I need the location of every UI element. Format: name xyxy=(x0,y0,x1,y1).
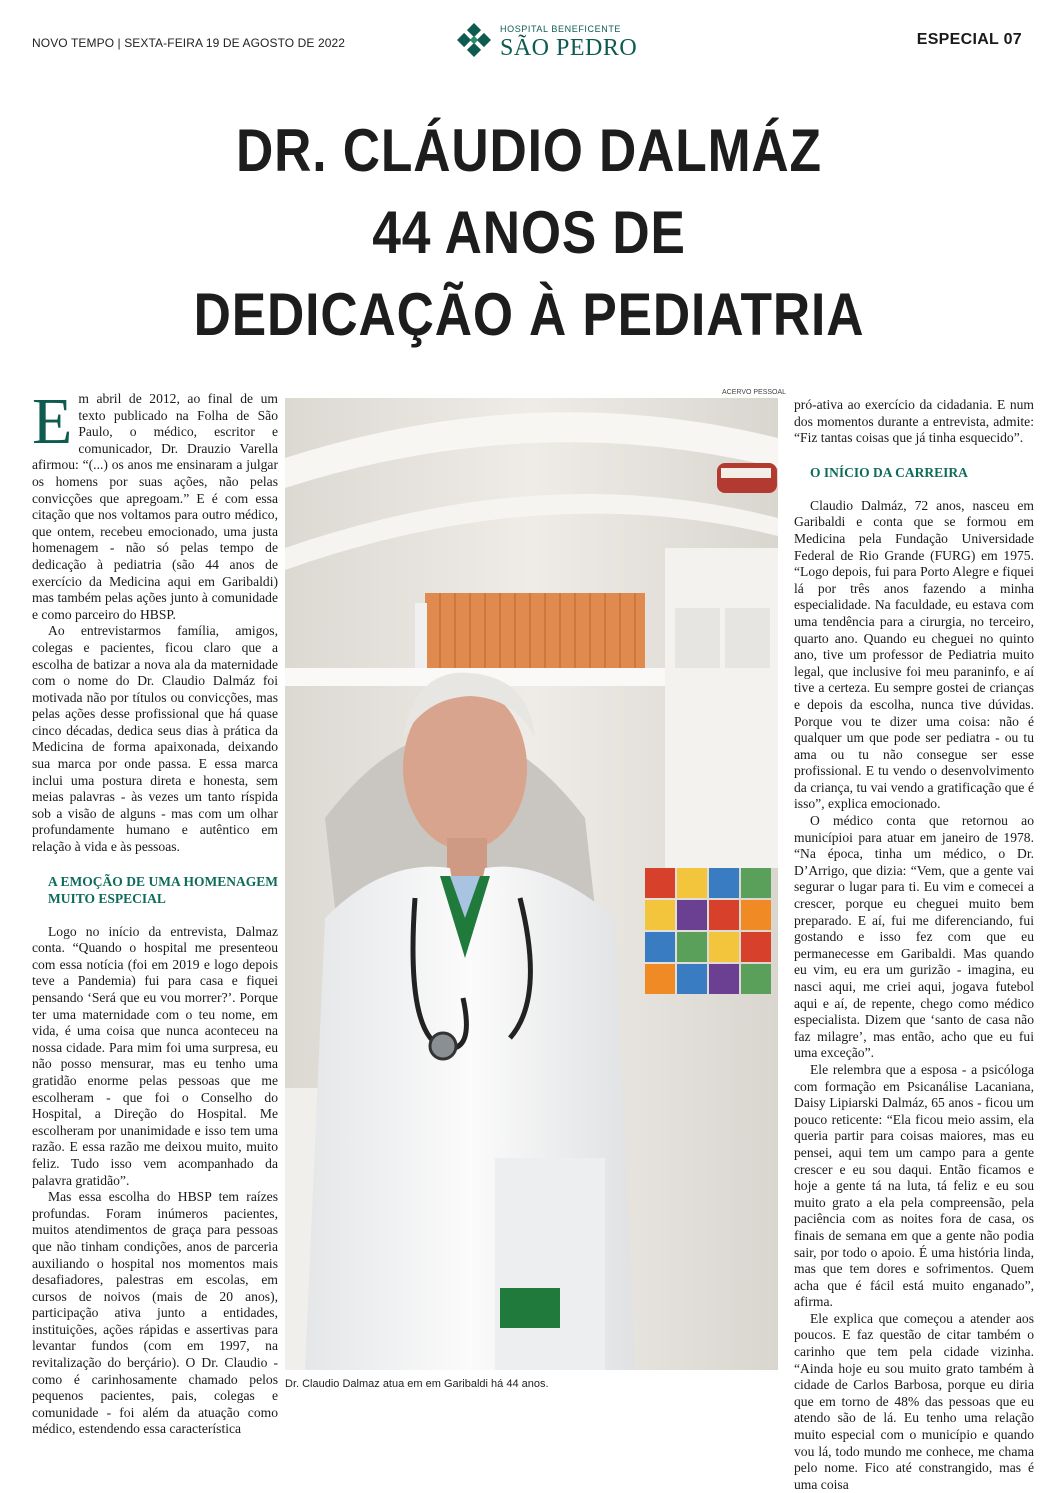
article-paragraph: Claudio Dalmáz, 72 anos, nasceu em Garibaldi e conta que se formou em Medicina pela Fundação Universidade Federal de Rio Grande (FURG) em 1975. “Logo depois, fui para Porto Alegre e fiquei lá por três anos fazendo a minha especialidade. Na faculdade, eu estava com uma tendência para a cirurgia, no terceiro, quarto ano. Quando eu cheguei no quinto ano, tive um professor de Pediatria muito legal, que inclusive foi meu paraninfo, e aí tive a certeza. Eu sempre gostei de crianças e depois da escolha, nunca tive dúvidas. Porque vou te dizer uma coisa: não é qualquer um que pode ser pediatra - ou tu ama ou tu não consegue ser esse profissional. E tu vendo o desenvolvimento da criança, tu vai vendo a gratificação que é isso”, explica emocionado. xyxy=(794,497,1034,812)
photo-credit: ACERVO PESSOAL xyxy=(722,389,787,396)
article-paragraph: O médico conta que retornou ao municípioi para atuar em janeiro de 1978. “Na época, tinha um médico, o Dr. D’Arrigo, que dizia: “Vem, que a gente vai segurar o lugar para ti. Eu vim e comecei a crescer, porque eu cheguei muito bem preparado. E aí, fui me diferenciando, fui gostando e isso fez com que eu permanecesse em Garibaldi. Mas quando eu vim, eu era um gurizão - imagina, eu nasci aqui, me criei aqui, jogava futebol aqui e aí, de repente, chego como médico especialista. Dizem que ‘santo de casa não faz milagre’, mas então, acho que eu fui uma exceção”. xyxy=(794,813,1034,1061)
headline-line-1: DR. CLÁUDIO DALMÁZ xyxy=(236,117,822,184)
subheading-carreira: O INÍCIO DA CARREIRA xyxy=(810,464,968,480)
article-paragraph: pró-ativa ao exercício da cidadania. E num dos momentos durante a entrevista, admite: “Fiz tantas coisas que já tinha esquecido”. xyxy=(794,397,1034,446)
article-paragraph: Em abril de 2012, ao final de um texto publicado na Folha de São Paulo, o médico, escritor e comunicador, Dr. Drauzio Varella afirmou: “(...) os anos me ensinaram a julgar os homens por suas ações, não pelas convicções que apregoam.” E é com essa citação que nos voltamos para outro médico, que ontem, recebeu emocionado, uma justa homenagem - não só pelas tempo de dedicação à pediatria (são 44 anos de exercício da Medicina aqui em Garibaldi) mas também pelas ações junto à comunidade e como parceiro do HBSP. xyxy=(32,385,278,622)
section-label: ESPECIAL 07 xyxy=(916,31,1022,48)
article-column-3 xyxy=(794,397,1034,1493)
hospital-logo xyxy=(452,18,638,64)
headline-line-2: 44 ANOS DE xyxy=(372,199,686,266)
logo-name: SÃO PEDRO xyxy=(500,35,638,61)
logo-subtitle: HOSPITAL BENEFICENTE xyxy=(500,24,622,34)
article-paragraph: Ele explica que começou a atender aos poucos. E faz questão de citar também o carinho que tem pela cidade vizinha. “Ainda hoje eu sou muito grato também à cidade de Carlos Barbosa, porque eu diria que em torno de 48% das pessoas que eu atendo são de lá. Eu tenho uma relação muito especial com o município e quando vou lá, todo mundo me conhece, me chama pelo nome. Fico até constrangido, mas é uma coisa xyxy=(794,1310,1034,1492)
article-column-1 xyxy=(32,385,278,1438)
article-paragraph: Logo no início da entrevista, Dalmaz conta. “Quando o hospital me presenteou com essa notícia (foi em 2019 e logo depois teve a Pandemia) fui para casa e fiquei pensando ‘Será que eu vou morrer?’. Porque ter uma maternidade com o teu nome, em vida, é uma coisa que nunca aconteceu na nossa cidade. Para mim foi uma surpresa, eu não posso mensurar, mas eu tenho uma gratidão enorme pelas pessoas que me escolheram - que foi o Conselho do Hospital, a Direção do Hospital. Me escolheram por unanimidade e isso tem uma razão. E essa razão me deixou muito, muito feliz. Tudo isso vem acompanhado da palavra gratidão”. xyxy=(32,923,278,1188)
newspaper-dateline: NOVO TEMPO | SEXTA-FEIRA 19 DE AGOSTO DE 2022 xyxy=(32,36,346,50)
article-paragraph: Ao entrevistarmos família, amigos, colegas e pacientes, ficou claro que a escolha de batizar a nova ala da maternidade com o nome do Dr. Claudio Dalmáz foi motivada não por títulos ou convicções, mas pelas ações desse profissional que há quase cinco décadas, dedica seus dias à prática da Medicina de forma apaixonada, deixando sua marca por onde passa. E essa marca inclui uma postura direta e honesta, sem meias palavras - às vezes um tanto ríspida sob a visão de alguns - mas com um olhar profundamente humano e autêntico em relação à vida e às pessoas. xyxy=(32,623,278,855)
hospital-logo-icon xyxy=(452,18,496,62)
doctor-photo xyxy=(285,398,778,1370)
headline-line-3: DEDICAÇÃO À PEDIATRIA xyxy=(193,281,865,348)
article-paragraph: Ele relembra que a esposa - a psicóloga com formação em Psicanálise Lacaniana, Daisy Lipiarski Dalmáz, 65 anos - ficou um pouco reticente: “Ela ficou meio assim, ela queria partir para coisas maiores, mas eu pensei, aqui tem um campo para a gente crescer e eu sou daqui. Então ficamos e hoje a gente tá na luta, tá feliz e eu sou muito grato a ela pela compreensão, pela paciência com as noites fora de casa, os finais de semana em que a gente não podia sair, por todo o apoio. É uma história linda, mas que tem dores e sofrimentos. Quem acha que é fácil está muito enganado”, afirma. xyxy=(794,1061,1034,1310)
headline xyxy=(74,110,984,356)
subheading-homenagem: A EMOÇÃO DE UMA HOMENAGEM MUITO ESPECIAL xyxy=(48,873,278,906)
photo-caption: Dr. Claudio Dalmaz atua em em Garibaldi há 44 anos. xyxy=(285,1378,549,1390)
article-paragraph: Mas essa escolha do HBSP tem raízes profundas. Foram inúmeros pacientes, muitos atendimentos de graça para pessoas que não tinham condições, anos de parceria auxiliando o hospital nos momentos mais desafiadores, palestras em escolas, em cursos de noivos (mais de 20 anos), participação ativa junto a entidades, instituições, ações rápidas e assertivas para levantar fundos (com em 1997, na revitalização do berçário). O Dr. Claudio - como é carinhosamente chamado pelos pequenos pacientes, pais, colegas e comunidade - foi além da atuação como médico, estendendo essa característica xyxy=(32,1189,278,1437)
drop-cap: E xyxy=(32,385,73,458)
doctor-photo-illustration xyxy=(285,398,778,1370)
